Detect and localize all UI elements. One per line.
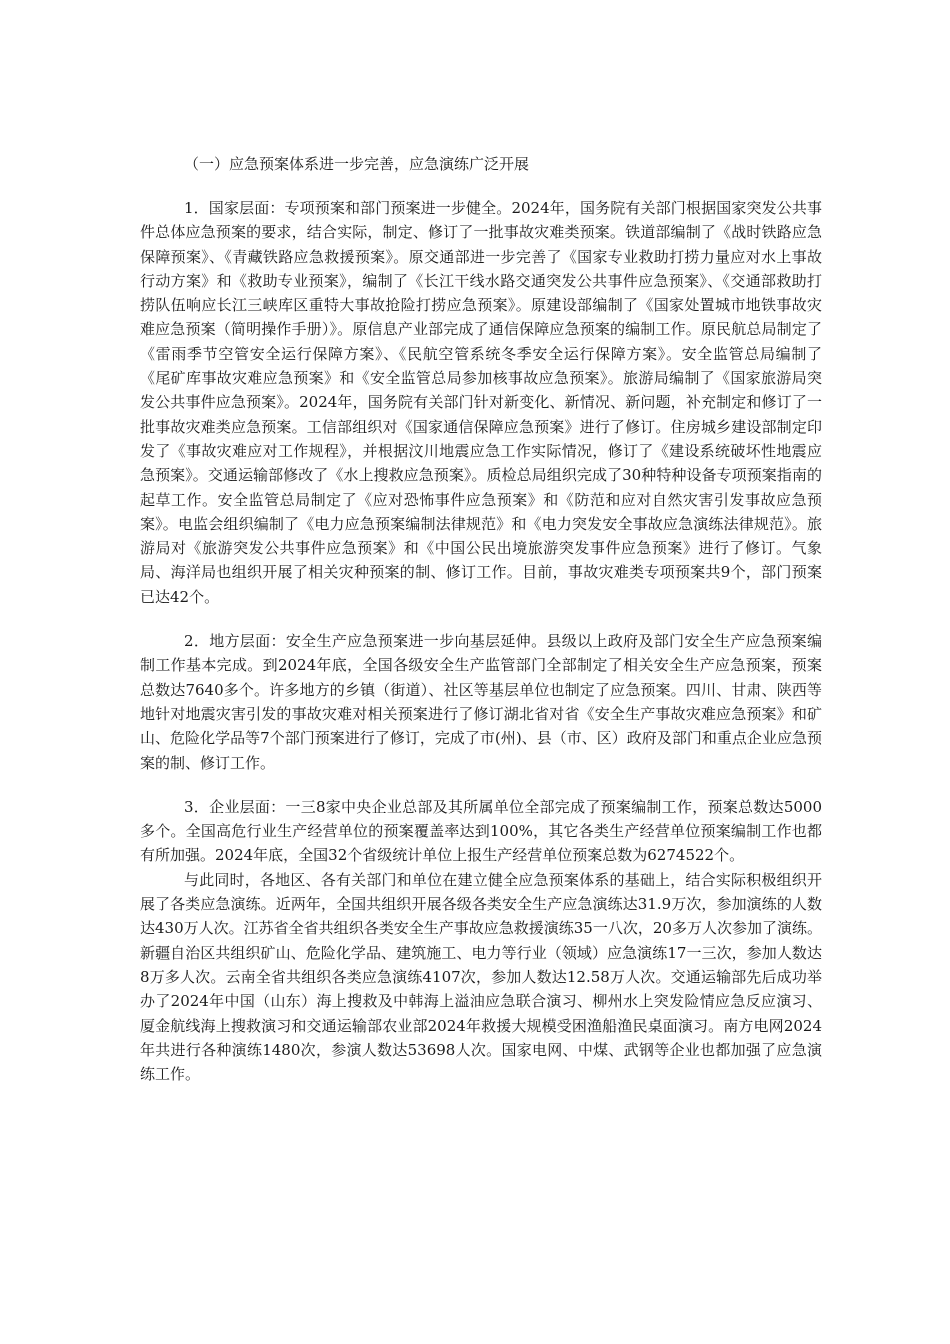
paragraph-national-level: 1．国家层面：专项预案和部门预案进一步健全。2024年，国务院有关部门根据国家突发公共事件总体应急预案的要求，结合实际，制定、修订了一批事故灾难类预案。铁道部编制了《战时铁路应急保障预案》、《青藏铁路应急救援预案》。原交通部进一步完善了《国家专业救助打捞力量应对水上事故行动方案》和《救助专业预案》，编制了《长江干线水路交通突发公共事件应急预案》、《交通部救助打捞队伍响应长江三峡库区重特大事故抢险打捞应急预案》。原建设部编制了《国家处置城市地铁事故灾难应急预案（简明操作手册）》。原信息产业部完成了通信保障应急预案的编制工作。原民航总局制定了《雷雨季节空管安全运行保障方案》、《民航空管系统冬季安全运行保障方案》。安全监管总局编制了《尾矿库事故灾难应急预案》和《安全监管总局参加核事故应急预案》。旅游局编制了《国家旅游局突发公共事件应急预案》。2024年，国务院有关部门针对新变化、新情况、新问题，补充制定和修订了一批事故灾难类应急预案。工信部组织对《国家通信保障应急预案》进行了修订。住房城乡建设部制定印发了《事故灾难应对工作规程》，并根据汶川地震应急工作实际情况，修订了《建设系统破坏性地震应急预案》。交通运输部修改了《水上搜救应急预案》。质检总局组织完成了30种特种设备专项预案指南的起草工作。安全监管总局制定了《应对恐怖事件应急预案》和《防范和应对自然灾害引发事故应急预案》。电监会组织编制了《电力应急预案编制法律规范》和《电力突发安全事故应急演练法律规范》。旅游局对《旅游突发公共事件应急预案》和《中国公民出境旅游突发事件应急预案》进行了修订。气象局、海洋局也组织开展了相关灾种预案的制、修订工作。目前，事故灾难类专项预案共9个，部门预案已达42个。 xyxy=(140,199,822,606)
paragraph-local-level: 2．地方层面：安全生产应急预案进一步向基层延伸。县级以上政府及部门安全生产应急预案编制工作基本完成。到2024年底，全国各级安全生产监管部门全部制定了相关安全生产应急预案，预案总数达7640多个。许多地方的乡镇（街道）、社区等基层单位也制定了应急预案。四川、甘肃、陕西等地针对地震灾害引发的事故灾难对相关预案进行了修订湖北省对省《安全生产事故灾难应急预案》和矿山、危险化学品等7个部门预案进行了修订，完成了市(州)、县（市、区）政府及部门和重点企业应急预案的制、修订工作。 xyxy=(140,632,822,772)
paragraph-emergency-drills: 与此同时，各地区、各有关部门和单位在建立健全应急预案体系的基础上，结合实际积极组织开展了各类应急演练。近两年，全国共组织开展各级各类安全生产应急演练达31.9万次，参加演练的人数达430万人次。江苏省全省共组织各类安全生产事故应急救援演练35一八次，20多万人次参加了演练。新疆自治区共组织矿山、危险化学品、建筑施工、电力等行业（领域）应急演练17一三次，参加人数达8万多人次。云南全省共组织各类应急演练4107次，参加人数达12.58万人次。交通运输部先后成功举办了2024年中国（山东）海上搜救及中韩海上溢油应急联合演习、柳州水上突发险情应急反应演习、厦金航线海上搜救演习和交通运输部农业部2024年救援大规模受困渔船渔民桌面演习。南方电网2024年共进行各种演练1480次，参演人数达53698人次。国家电网、中煤、武钢等企业也都加强了应急演练工作。 xyxy=(140,870,822,1084)
paragraph-enterprise-level: 3．企业层面：一三8家中央企业总部及其所属单位全部完成了预案编制工作，预案总数达5000多个。全国高危行业生产经营单位的预案覆盖率达到100%，其它各类生产经营单位预案编制工作也都有所加强。2024年底，全国32个省级统计单位上报生产经营单位预案总数为6274522个。 xyxy=(140,797,822,865)
document-body xyxy=(140,152,822,1086)
section-heading: （一）应急预案体系进一步完善，应急演练广泛开展 xyxy=(184,155,530,173)
